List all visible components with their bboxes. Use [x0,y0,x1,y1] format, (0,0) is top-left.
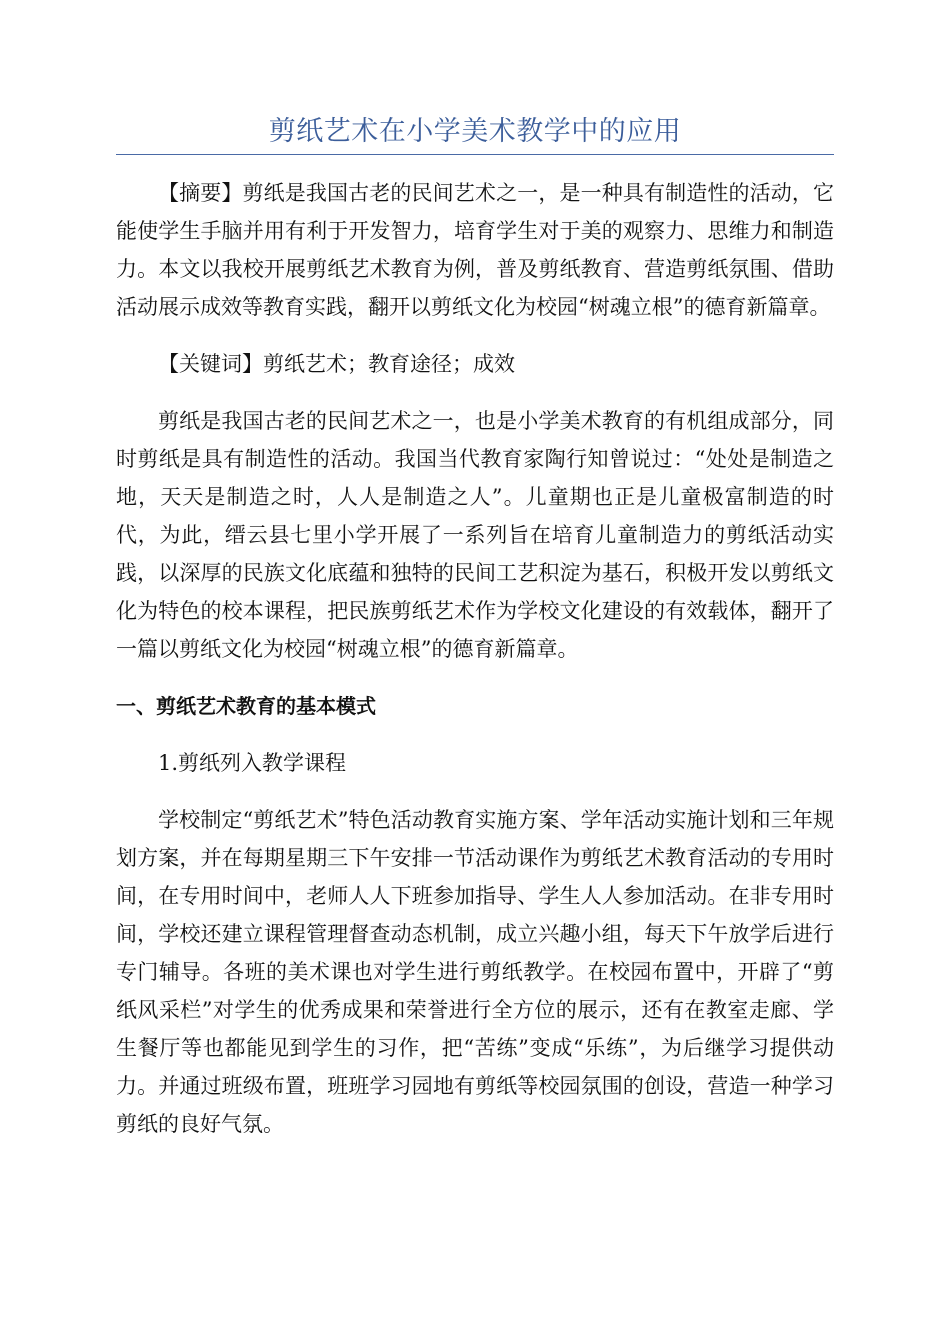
paragraph-gap [116,782,834,801]
subsection-heading: 1.剪纸列入教学课程 [158,751,347,775]
intro-paragraph: 剪纸是我国古老的民间艺术之一，也是小学美术教育的有机组成部分，同时剪纸是具有制造性的活动。我国当代教育家陶行知曾说过：“处处是制造之地，天天是制造之时，人人是制造之人”。儿童期也正是儿童极富制造的时代，为此，缙云县七里小学开展了一系列旨在培育儿童制造力的剪纸活动实践，以深厚的民族文化底蕴和独特的民间工艺积淀为基石，积极开发以剪纸文化为特色的校本课程，把民族剪纸艺术作为学校文化建设的有效载体，翻开了一篇以剪纸文化为校园“树魂立根”的德育新篇章。 [116,409,834,661]
keywords-paragraph: 【关键词】剪纸艺术；教育途径；成效 [158,352,515,376]
paragraph-gap [116,725,834,744]
document-body [116,174,834,1143]
subsection-paragraph: 学校制定“剪纸艺术”特色活动教育实施方案、学年活动实施计划和三年规划方案，并在每期星期三下午安排一节活动课作为剪纸艺术教育活动的专用时间，在专用时间中，老师人人下班参加指导、学生人人参加活动。在非专用时间，学校还建立课程管理督查动态机制，成立兴趣小组，每天下午放学后进行专门辅导。各班的美术课也对学生进行剪纸教学。在校园布置中，开辟了“剪纸风采栏”对学生的优秀成果和荣誉进行全方位的展示，还有在教室走廊、学生餐厅等也都能见到学生的习作，把“苦练”变成“乐练”，为后继学习提供动力。并通过班级布置，班班学习园地有剪纸等校园氛围的创设，营造一种学习剪纸的良好气氛。 [116,808,834,1136]
section-heading: 一、剪纸艺术教育的基本模式 [116,694,376,718]
paragraph-gap [116,383,834,402]
paragraph-gap [116,326,834,345]
paragraph-gap [116,668,834,687]
title-underline [116,154,834,155]
abstract-paragraph: 【摘要】剪纸是我国古老的民间艺术之一，是一种具有制造性的活动，它能使学生手脑并用有利于开发智力，培育学生对于美的观察力、思维力和制造力。本文以我校开展剪纸艺术教育为例，普及剪纸教育、营造剪纸氛围、借助活动展示成效等教育实践，翻开以剪纸文化为校园“树魂立根”的德育新篇章。 [116,181,834,319]
document-title: 剪纸艺术在小学美术教学中的应用 [268,116,682,147]
